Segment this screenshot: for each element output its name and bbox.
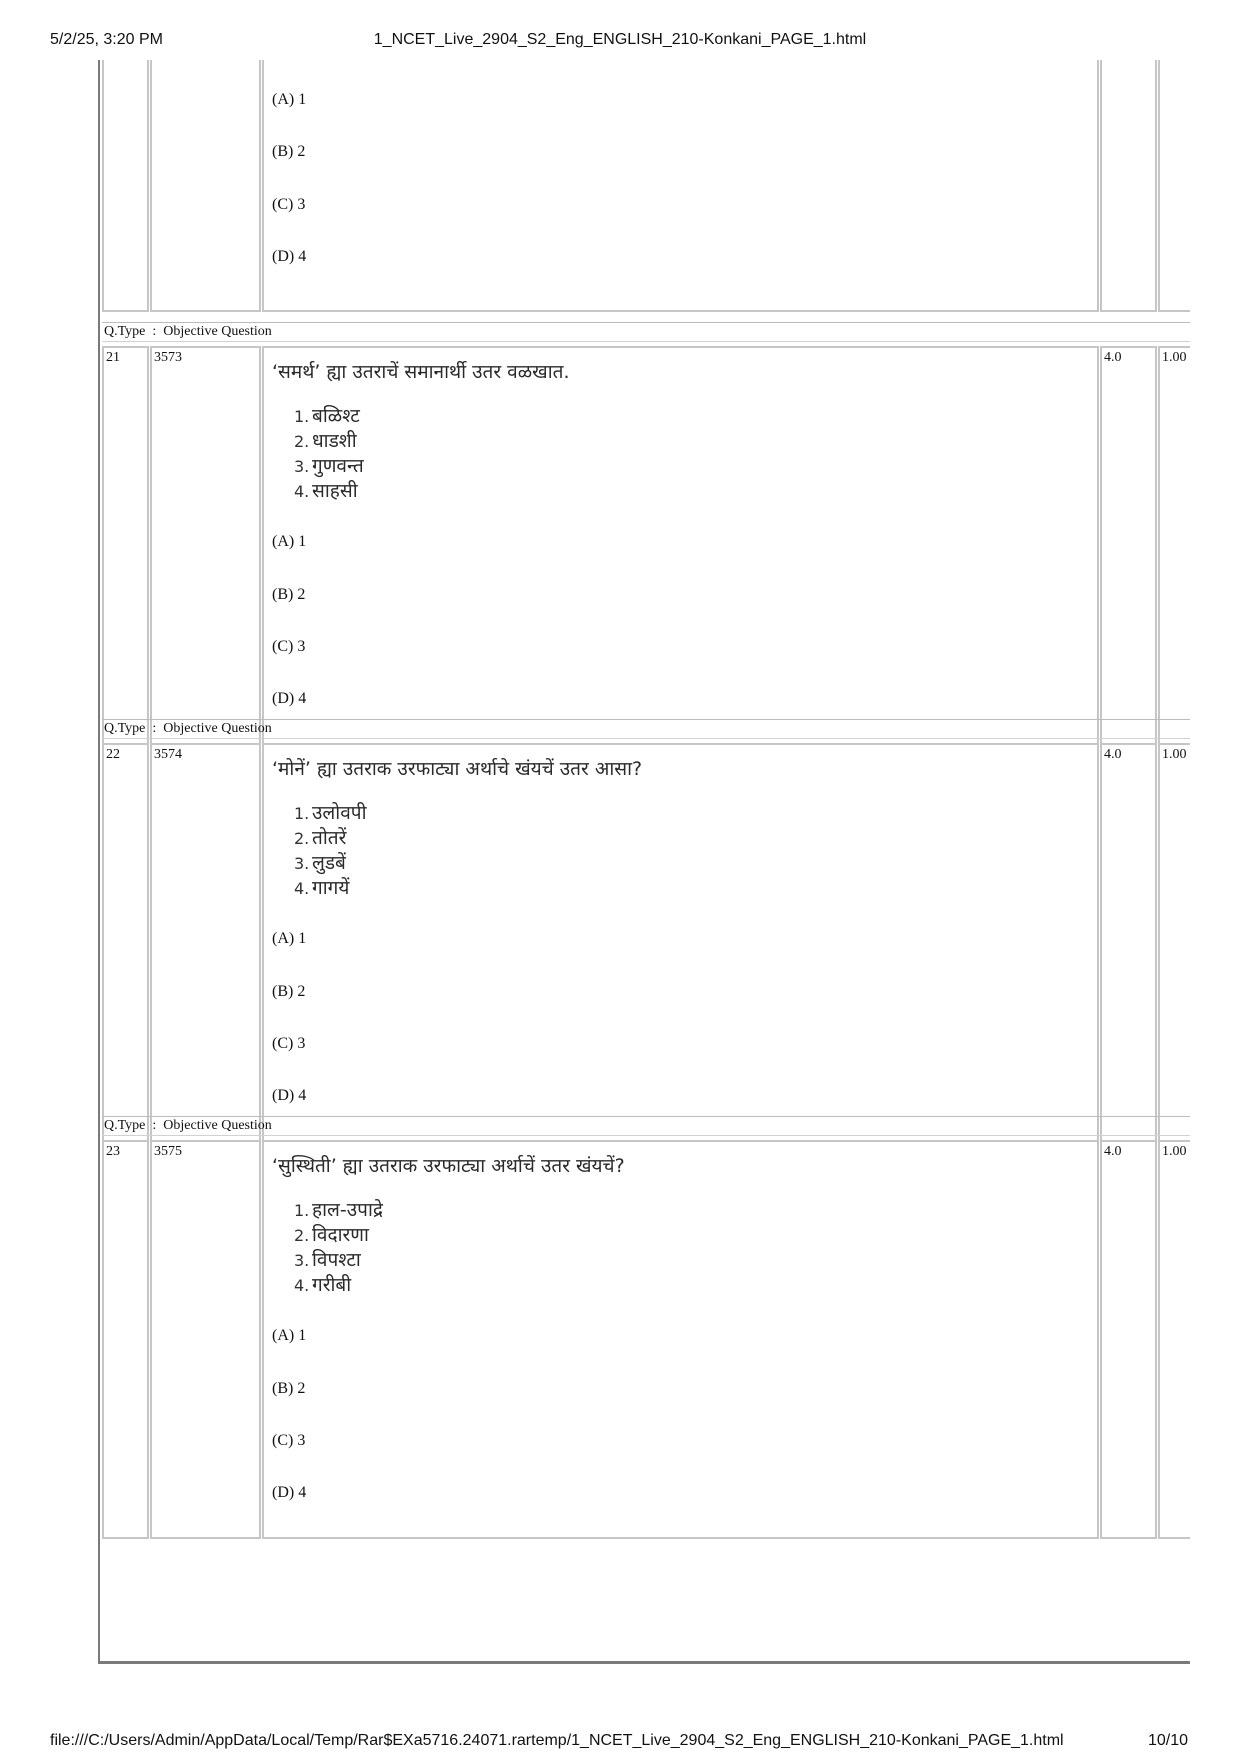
question-type-row: [102, 322, 1190, 342]
question-option: 2. तोतरें: [294, 827, 347, 849]
question-type-row: [102, 1116, 1190, 1136]
question-options: [294, 1198, 383, 1298]
marks-cell: [1100, 60, 1157, 312]
question-stem: ‘समर्थ’ ह्या उतराचें समानार्थी उतर वळखात.: [272, 361, 570, 383]
question-sheet: [98, 60, 1190, 1664]
question-body-cell: [262, 1140, 1099, 1539]
question-type-row: [102, 719, 1190, 739]
marks-value: 4.0: [1100, 743, 1157, 1142]
question-row-continued: [102, 60, 1190, 312]
print-file-path: file:///C:/Users/Admin/AppData/Local/Temp/Rar$EXa5716.24071.rartemp/1_NCET_Live_2904_S2_Eng_ENGLISH_210-Konkani_PAGE_1.html: [50, 1732, 1064, 1749]
print-datetime: 5/2/25, 3:20 PM: [50, 31, 163, 48]
answer-option-c: (C) 3: [272, 1432, 306, 1449]
answer-option-a: (A) 1: [272, 1327, 307, 1344]
question-option: 1. बळिश्ट: [294, 405, 360, 427]
question-option: 4. गरीबी: [294, 1274, 352, 1296]
question-number-cell: [102, 60, 149, 312]
question-number: 21: [102, 346, 149, 745]
print-page-count: 10/10: [1147, 1732, 1188, 1749]
qtype-value: Objective Question: [163, 324, 272, 339]
answer-option-a: (A) 1: [272, 533, 307, 550]
answer-option-b: (B) 2: [272, 983, 306, 1000]
question-stem: ‘सुस्थिती’ ह्या उतराक उरफाट्या अर्थाचें उतर खंयचें?: [272, 1155, 625, 1177]
question-option: 1. हाल-उपाद्रे: [294, 1199, 383, 1221]
print-header: [0, 31, 1240, 51]
negative-marks-value: 1.00: [1158, 1140, 1190, 1539]
print-doc-title: 1_NCET_Live_2904_S2_Eng_ENGLISH_210-Konkani_PAGE_1.html: [373, 31, 867, 48]
question-option: 3. लुडबें: [294, 852, 346, 874]
negative-marks-value: 1.00: [1158, 346, 1190, 745]
question-option: 3. विपश्टा: [294, 1249, 361, 1271]
negative-marks-cell: [1158, 60, 1190, 312]
question-options: [294, 801, 367, 901]
qtype-separator: :: [152, 721, 157, 736]
qtype-separator: :: [152, 324, 157, 339]
print-footer: [0, 1732, 1240, 1752]
question-stem: ‘मोनें’ ह्या उतराक उरफाट्या अर्थाचे खंयचें उतर आसा?: [272, 758, 643, 780]
answer-option-a: (A) 1: [272, 930, 307, 947]
qtype-label: Q.Type: [104, 1118, 146, 1133]
question-id-cell: [150, 60, 261, 312]
answer-option-a: (A) 1: [272, 91, 307, 108]
question-option: 4. गागयें: [294, 877, 350, 899]
negative-marks-value: 1.00: [1158, 743, 1190, 1142]
answer-option-b: (B) 2: [272, 1380, 306, 1397]
answer-option-c: (C) 3: [272, 638, 306, 655]
question-option: 2. धाडशी: [294, 430, 357, 452]
qtype-separator: :: [152, 1118, 157, 1133]
question-row: [102, 1140, 1190, 1539]
question-id: 3574: [150, 743, 261, 1142]
question-option: 3. गुणवन्त: [294, 455, 364, 477]
question-id: 3573: [150, 346, 261, 745]
answer-option-c: (C) 3: [272, 196, 306, 213]
qtype-label: Q.Type: [104, 721, 146, 736]
question-row: [102, 346, 1190, 745]
answer-option-d: (D) 4: [272, 690, 307, 707]
answer-option-b: (B) 2: [272, 143, 306, 160]
question-option: 2. विदारणा: [294, 1224, 369, 1246]
question-body-cell: [262, 60, 1099, 312]
qtype-value: Objective Question: [163, 721, 272, 736]
question-number: 22: [102, 743, 149, 1142]
question-option: 1. उलोवपी: [294, 802, 367, 824]
question-body-cell: [262, 743, 1099, 1142]
question-body-cell: [262, 346, 1099, 745]
answer-option-b: (B) 2: [272, 586, 306, 603]
answer-option-d: (D) 4: [272, 1087, 307, 1104]
answer-option-d: (D) 4: [272, 248, 307, 265]
marks-value: 4.0: [1100, 346, 1157, 745]
question-number: 23: [102, 1140, 149, 1539]
question-option: 4. साहसी: [294, 480, 358, 502]
answer-option-d: (D) 4: [272, 1484, 307, 1501]
question-id: 3575: [150, 1140, 261, 1539]
question-options: [294, 404, 364, 504]
answer-option-c: (C) 3: [272, 1035, 306, 1052]
question-row: [102, 743, 1190, 1142]
marks-value: 4.0: [1100, 1140, 1157, 1539]
qtype-label: Q.Type: [104, 324, 146, 339]
qtype-value: Objective Question: [163, 1118, 272, 1133]
